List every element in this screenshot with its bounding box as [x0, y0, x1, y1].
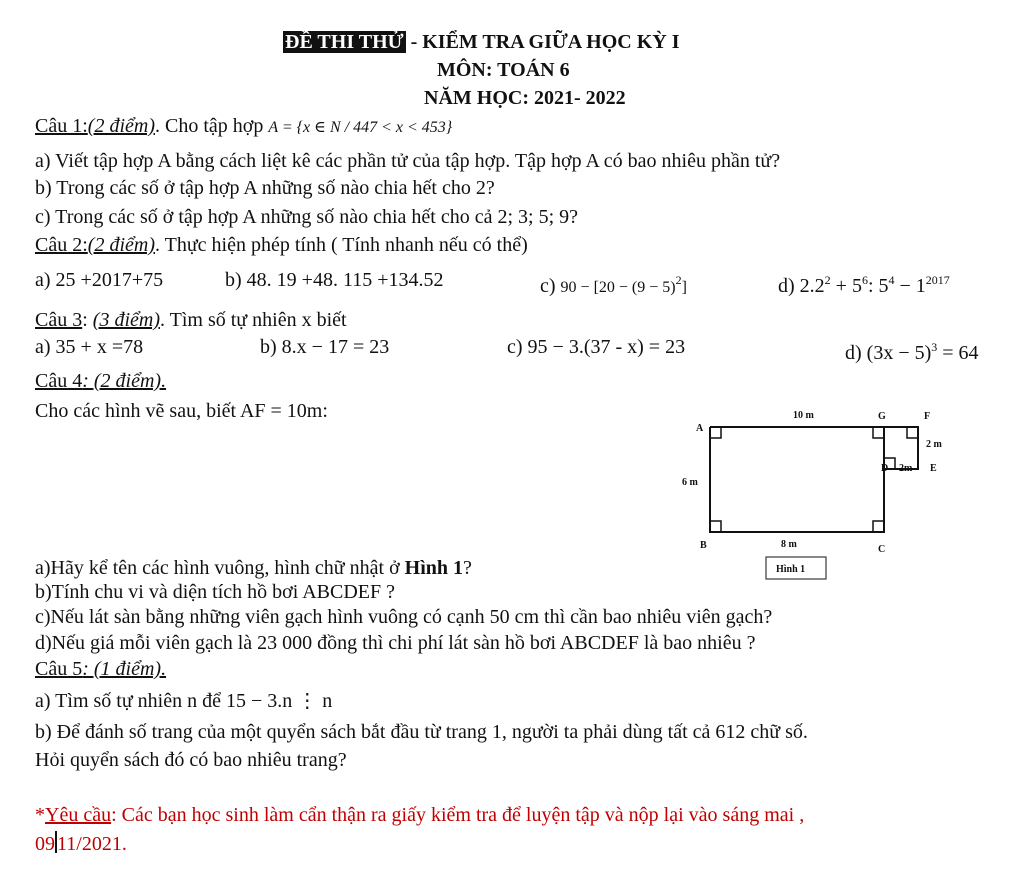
bottom-length: 8 m — [781, 539, 797, 550]
q5-b2: Hỏi quyển sách đó có bao nhiêu trang? — [35, 749, 347, 771]
school-year: NĂM HỌC: 2021- 2022 — [424, 87, 626, 109]
q1-heading — [35, 114, 452, 140]
request-date: 09 11/2021. — [35, 833, 127, 855]
q4-a: a)Hãy kể tên các hình vuông, hình chữ nhật ở Hình 1? — [35, 557, 472, 579]
left-length: 6 m — [682, 477, 698, 488]
q3-label: Câu 3 — [35, 309, 83, 331]
q5-b: b) Để đánh số trang của một quyển sách bắt đầu từ trang 1, người ta phải dùng tất cả 612 chữ số. — [35, 721, 808, 743]
top-length: 10 m — [793, 410, 814, 421]
q4-d: d)Nếu giá mỗi viên gạch là 23 000 đồng thì chi phí lát sàn hồ bơi ABCDEF là bao nhiêu ? — [35, 632, 756, 654]
label-C: C — [878, 544, 886, 555]
q4-intro: Cho các hình vẽ sau, biết AF = 10m: — [35, 400, 328, 422]
exam-title-highlight: ĐỀ THI THỬ — [285, 31, 404, 53]
q1-c: c) Trong các số ở tập hợp A những số nào chia hết cho cả 2; 3; 5; 9? — [35, 206, 579, 228]
q4-b: b)Tính chu vi và diện tích hồ bơi ABCDEF ? — [35, 581, 395, 603]
exam-title — [283, 30, 679, 54]
q2-points: (2 điểm) — [87, 234, 155, 256]
q2-d: d) $2.2^2 + 5^6$: $5^4 - 1^{2017}$ — [778, 273, 950, 297]
q2-label: Câu 2: — [35, 234, 88, 256]
q2-intro: . Thực hiện phép tính ( Tính nhanh nếu có thể) — [154, 234, 528, 256]
q4-label: Câu 4 — [35, 370, 83, 392]
label-G: G — [878, 411, 886, 422]
q3-intro: . Tìm số tự nhiên x biết — [159, 309, 347, 331]
q2-a: a) 25 +2017+75 — [35, 269, 164, 291]
label-A: A — [696, 423, 704, 434]
notch-height: 2 m — [926, 439, 942, 450]
q3-d: d) $(3x - 5)^3 = 64$ — [845, 340, 979, 364]
figure-caption: Hình 1 — [776, 564, 806, 575]
q1-label: Câu 1: — [35, 115, 88, 137]
q1-points: (2 điểm) — [87, 115, 155, 137]
exam-title-rest: - KIỂM TRA GIỮA HỌC KỲ I — [405, 31, 680, 53]
q2-heading — [35, 233, 528, 257]
q1-a: a) Viết tập hợp A bằng cách liệt kê các phần tử của tập hợp. Tập hợp A có bao nhiêu phần tử? — [35, 150, 781, 172]
label-B: B — [700, 540, 707, 551]
q3-points: (3 điểm) — [92, 309, 160, 331]
request-label: Yêu cầu — [45, 804, 112, 826]
request-note: *Yêu cầu: Các bạn học sinh làm cẩn thận ra giấy kiểm tra để luyện tập và nộp lại vào sáng mai , — [35, 804, 805, 826]
q5-heading — [35, 657, 166, 681]
q2-c: c) $90 - [20 - (9 - 5)^2]$ — [540, 273, 687, 297]
q4-c: c)Nếu lát sàn bằng những viên gạch hình vuông có cạnh 50 cm thì cần bao nhiêu viên gạch? — [35, 606, 773, 628]
pool-outline — [710, 427, 885, 532]
label-E: E — [930, 463, 937, 474]
q3-b: b) 8.x − 17 = 23 — [260, 336, 390, 358]
q1-set: A = {x ∈ N / 447 < x < 453} — [268, 119, 453, 136]
label-F: F — [924, 411, 931, 422]
subject-line: MÔN: TOÁN 6 — [437, 59, 570, 81]
q2-b: b) 48. 19 +48. 115 +134.52 — [225, 269, 444, 291]
q5-label: Câu 5 — [35, 658, 83, 680]
q3-a: a) 35 + x =78 — [35, 336, 144, 358]
q4-points: : (2 điểm). — [82, 370, 167, 392]
figure-1-pool-diagram — [682, 405, 960, 585]
q3-c: c) 95 − 3.(37 - x) = 23 — [507, 336, 686, 358]
q3-heading: Câu 3: (3 điểm). Tìm số tự nhiên x biết — [35, 309, 347, 331]
notch-width: 2m — [899, 463, 913, 474]
q5-points: : (1 điểm). — [82, 658, 167, 680]
q1-b: b) Trong các số ở tập hợp A những số nào chia hết cho 2? — [35, 177, 495, 199]
q4-heading — [35, 369, 166, 393]
label-D: D — [881, 463, 889, 474]
q5-a: a) Tìm số tự nhiên n để 15 − 3.n ⋮ n — [35, 690, 333, 712]
q1-intro: . Cho tập hợp — [154, 115, 269, 137]
